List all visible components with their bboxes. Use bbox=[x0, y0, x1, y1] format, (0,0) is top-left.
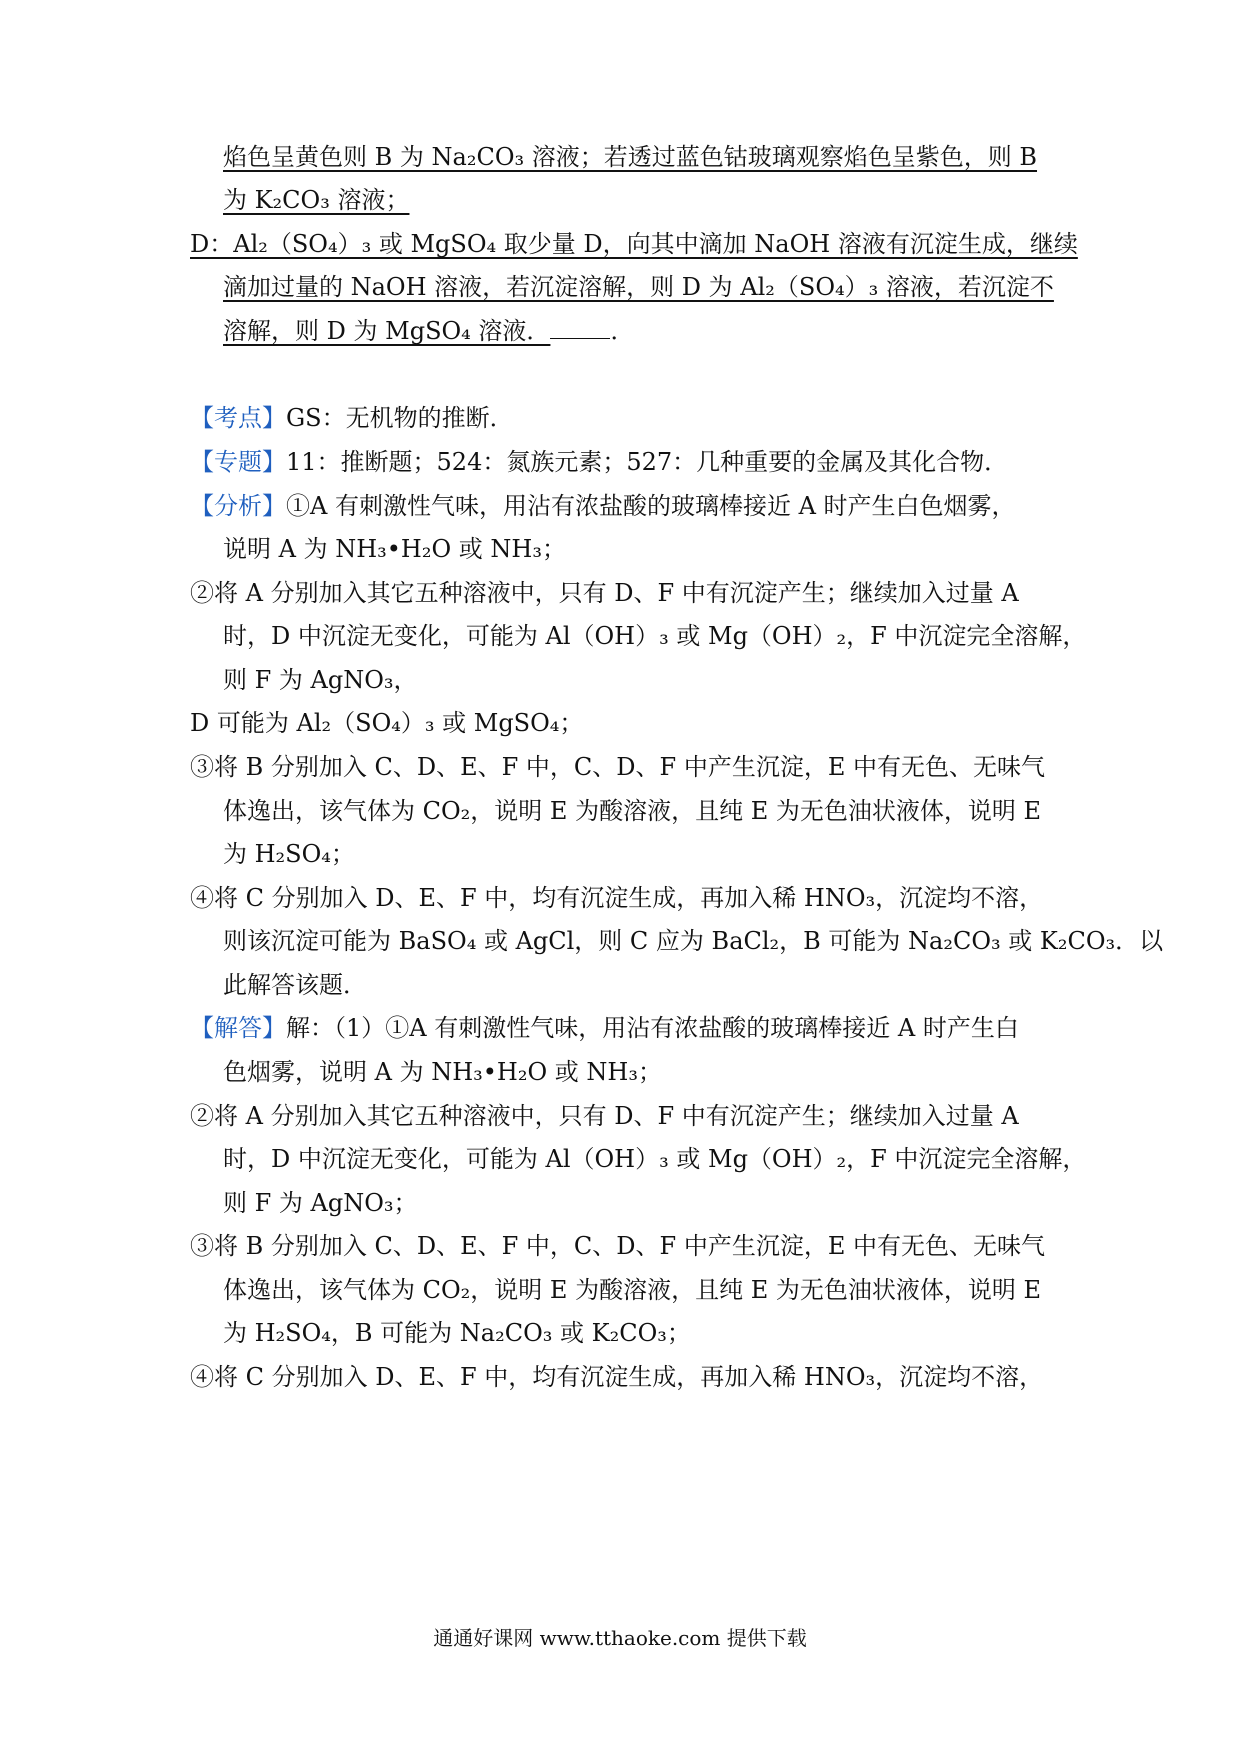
section-tag: 【解答】 bbox=[190, 1014, 286, 1042]
section-zhuanti bbox=[190, 446, 1008, 478]
page-footer: 通通好课网 www.tthaoke.com 提供下载 bbox=[433, 1626, 807, 1650]
section-text: ①A 有刺激性气味，用沾有浓盐酸的玻璃棒接近 A 时产生白色烟雾， bbox=[286, 492, 1016, 520]
text-line bbox=[190, 577, 1019, 609]
section-fenxi bbox=[190, 490, 1016, 522]
text-line bbox=[190, 882, 1043, 914]
answer-line-3 bbox=[190, 228, 1078, 260]
text-line bbox=[190, 1230, 1045, 1262]
section-text: 11：推断题；524：氮族元素；527：几种重要的金属及其化合物． bbox=[286, 448, 1009, 476]
line-end-mark: ． bbox=[610, 317, 635, 345]
text-line bbox=[223, 838, 355, 870]
line-text: 为 H₂SO₄，B 可能为 Na₂CO₃ 或 K₂CO₃； bbox=[223, 1319, 691, 1347]
section-kaodian bbox=[190, 402, 514, 434]
text-line bbox=[190, 751, 1045, 783]
text-line bbox=[223, 533, 566, 565]
text-line bbox=[223, 1056, 662, 1088]
line-text: 体逸出，该气体为 CO₂，说明 E 为酸溶液，且纯 E 为无色油状液体，说明 E bbox=[223, 797, 1041, 825]
answer-line-1 bbox=[223, 141, 1037, 173]
text-line bbox=[190, 707, 583, 739]
line-text: 说明 A 为 NH₃•H₂O 或 NH₃； bbox=[223, 535, 566, 563]
text-line bbox=[223, 664, 418, 696]
answer-text: 滴加过量的 NaOH 溶液，若沉淀溶解，则 D 为 Al₂（SO₄）₃ 溶液，若沉淀不 bbox=[223, 273, 1054, 301]
text-line bbox=[223, 795, 1041, 827]
answer-line-5 bbox=[223, 315, 634, 347]
text-line bbox=[223, 925, 1163, 957]
text-line bbox=[190, 1100, 1019, 1132]
answer-text: D：Al₂（SO₄）₃ 或 MgSO₄ 取少量 D，向其中滴加 NaOH 溶液有沉淀生成，继续 bbox=[190, 230, 1078, 258]
line-text: ②将 A 分别加入其它五种溶液中，只有 D、F 中有沉淀产生；继续加入过量 A bbox=[190, 1102, 1019, 1130]
line-text: ④将 C 分别加入 D、E、F 中，均有沉淀生成，再加入稀 HNO₃，沉淀均不溶， bbox=[190, 1363, 1044, 1391]
section-text: 解：（1）①A 有刺激性气味，用沾有浓盐酸的玻璃棒接近 A 时产生白 bbox=[286, 1014, 1019, 1042]
answer-blank bbox=[550, 316, 610, 339]
line-text: ②将 A 分别加入其它五种溶液中，只有 D、F 中有沉淀产生；继续加入过量 A bbox=[190, 579, 1019, 607]
text-line bbox=[190, 1361, 1043, 1393]
line-text: 则 F 为 AgNO₃； bbox=[223, 1189, 418, 1217]
line-text: 此解答该题． bbox=[223, 971, 367, 999]
answer-line-2 bbox=[223, 184, 409, 216]
line-text: ④将 C 分别加入 D、E、F 中，均有沉淀生成，再加入稀 HNO₃，沉淀均不溶， bbox=[190, 884, 1044, 912]
line-text: 体逸出，该气体为 CO₂，说明 E 为酸溶液，且纯 E 为无色油状液体，说明 E bbox=[223, 1276, 1041, 1304]
line-text: 则该沉淀可能为 BaSO₄ 或 AgCl，则 C 应为 BaCl₂，B 可能为 Na₂CO₃ 或 K₂CO₃．以 bbox=[223, 927, 1164, 955]
line-text: 色烟雾，说明 A 为 NH₃•H₂O 或 NH₃； bbox=[223, 1058, 662, 1086]
line-text: 则 F 为 AgNO₃， bbox=[223, 666, 418, 694]
line-text: 时，D 中沉淀无变化，可能为 Al（OH）₃ 或 Mg（OH）₂，F 中沉淀完全溶解， bbox=[223, 1145, 1087, 1173]
line-text: 为 H₂SO₄； bbox=[223, 840, 355, 868]
section-text: GS：无机物的推断． bbox=[286, 404, 514, 432]
text-line bbox=[223, 969, 367, 1001]
answer-text: 溶解，则 D 为 MgSO₄ 溶液． bbox=[223, 317, 551, 345]
line-text: ③将 B 分别加入 C、D、E、F 中，C、D、F 中产生沉淀，E 中有无色、无味气 bbox=[190, 753, 1045, 781]
text-line bbox=[223, 1143, 1086, 1175]
line-text: D 可能为 Al₂（SO₄）₃ 或 MgSO₄； bbox=[190, 709, 584, 737]
text-line bbox=[223, 1274, 1041, 1306]
text-line bbox=[223, 620, 1086, 652]
text-line bbox=[223, 1187, 418, 1219]
answer-text: 为 K₂CO₃ 溶液； bbox=[223, 186, 410, 214]
answer-text: 焰色呈黄色则 B 为 Na₂CO₃ 溶液；若透过蓝色钴玻璃观察焰色呈紫色，则 B bbox=[223, 143, 1038, 171]
answer-line-4 bbox=[223, 271, 1054, 303]
section-tag: 【考点】 bbox=[190, 404, 286, 432]
line-text: ③将 B 分别加入 C、D、E、F 中，C、D、F 中产生沉淀，E 中有无色、无味气 bbox=[190, 1232, 1045, 1260]
text-line bbox=[223, 1317, 691, 1349]
line-text: 时，D 中沉淀无变化，可能为 Al（OH）₃ 或 Mg（OH）₂，F 中沉淀完全溶解， bbox=[223, 622, 1087, 650]
section-tag: 【分析】 bbox=[190, 492, 286, 520]
section-tag: 【专题】 bbox=[190, 448, 286, 476]
section-jieda bbox=[190, 1012, 1019, 1044]
